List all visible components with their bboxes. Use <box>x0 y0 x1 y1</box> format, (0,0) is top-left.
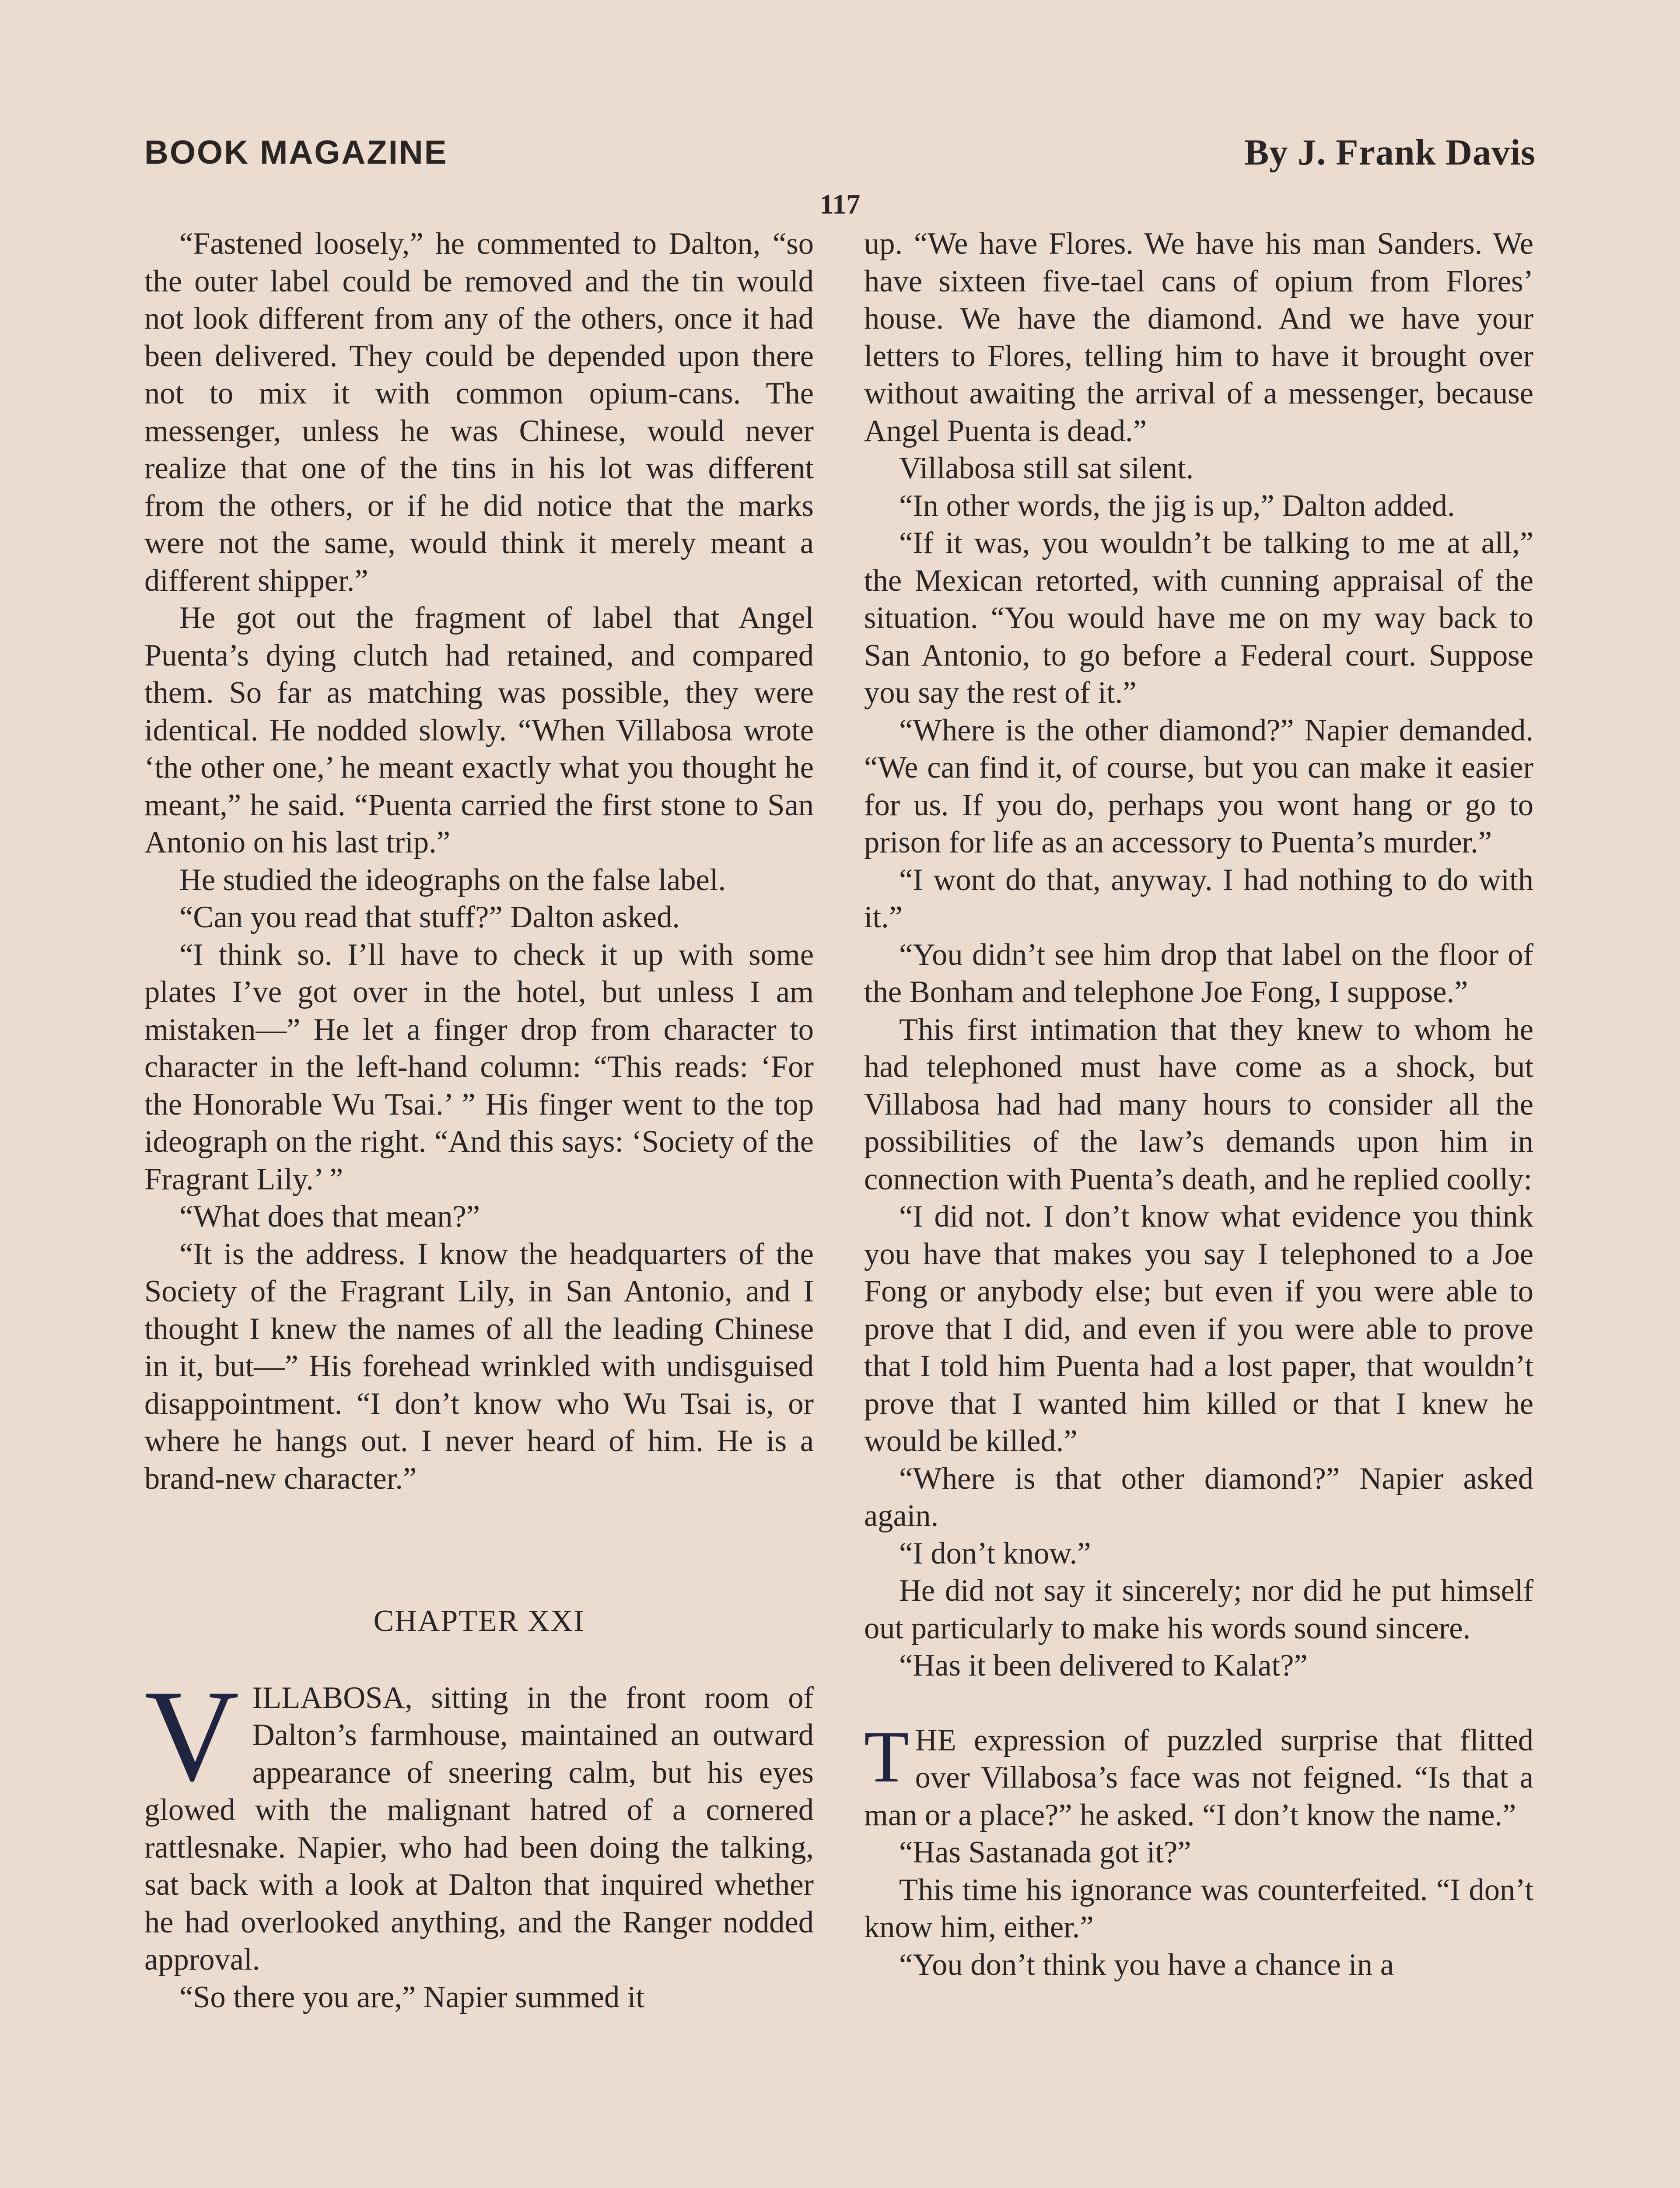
paragraph: “Where is that other diamond?” Napier asked again. <box>864 1461 1533 1533</box>
paragraph: “It is the address. I know the headquarters of the Society of the Fragrant Lily, in San Antonio, and I thought I knew the names of all the leading Chinese in it, but—” His forehead wrinkled with undisguised disappointment. “I don’t know who Wu Tsai is, or where he hangs out. I never heard of him. He is a brand-new character.” <box>144 1237 814 1496</box>
paragraph: “I think so. I’ll have to check it up with some plates I’ve got over in the hotel, but unless I am mistaken—” He let a finger drop from character to character in the left-hand column: “This reads: ‘For the Honorable Wu Tsai.’ ” His finger went to the top ideograph on the right. “And this says: ‘Society of the Fragrant Lily.’ ” <box>144 937 814 1196</box>
paragraph: This first intimation that they knew to whom he had telephoned must have come as a shock, but Villabosa had had many hours to consider all the possibilities of the law’s demands upon him in connection with Puenta’s death, and he replied coolly: <box>864 1012 1533 1196</box>
paragraph: “So there you are,” Napier summed it <box>179 1980 645 2014</box>
paragraph: “Fastened loosely,” he commented to Dalton, “so the outer label could be removed and the tin would not look different from any of the others, once it had been delivered. They could be depended upon there not to mix it with common opium-cans. The messenger, unless he was Chinese, would never realize that one of the tins in his lot was different from the others, or if he did notice that the marks were not the same, would think it merely meant a different shipper.” <box>144 227 814 598</box>
drop-cap: V <box>144 1662 239 1808</box>
paragraph: “In other words, the jig is up,” Dalton added. <box>899 488 1455 523</box>
paragraph: Villabosa still sat silent. <box>899 451 1194 485</box>
paragraph: “I wont do that, anyway. I had nothing to do with it.” <box>864 863 1533 934</box>
drop-cap: T <box>864 1716 909 1798</box>
chapter-heading: CHAPTER XXI <box>373 1604 585 1638</box>
section-opening-paragraph <box>864 1716 1533 1834</box>
paragraph: “I did not. I don’t know what evidence you think you have that makes you say I telephoned to a Joe Fong or anybody else; but even if you were able to prove that I did, and even if you were able to prove that I told him Puenta had a lost paper, that wouldn’t prove that I wanted him killed or that I knew he would be killed.” <box>864 1199 1533 1458</box>
paragraph: “Has it been delivered to Kalat?” <box>899 1648 1308 1683</box>
right-column <box>864 225 1533 1984</box>
paragraph: “Where is the other diamond?” Napier demanded. “We can find it, of course, but you can make it easier for us. If you do, perhaps you wont hang or go to prison for life as an accessory to Puenta’s murder.” <box>864 713 1533 859</box>
paragraph: up. “We have Flores. We have his man Sanders. We have sixteen five-tael cans of opium from Flores’ house. We have the diamond. And we have your letters to Flores, telling him to have it brought over without awaiting the arrival of a messenger, because Angel Puenta is dead.” <box>864 227 1533 448</box>
paragraph: “If it was, you wouldn’t be talking to me at all,” the Mexican retorted, with cunning appraisal of the situation. “You would have me on my way back to San Antonio, to go before a Federal court. Suppose you say the rest of it.” <box>864 526 1533 710</box>
paragraph: He did not say it sincerely; nor did he put himself out particularly to make his words sound sincere. <box>864 1574 1533 1645</box>
section-opening-text: HE expression of puzzled surprise that flitted over Villabosa’s face was not feigned. “Is that a man or a place?” he asked. “I don’t know the name.” <box>864 1723 1533 1832</box>
author-byline: By J. Frank Davis <box>1244 132 1536 173</box>
paragraph: This time his ignorance was counterfeited. “I don’t know him, either.” <box>864 1872 1533 1944</box>
paragraph: “You don’t think you have a chance in a <box>899 1947 1394 1982</box>
paragraph: “What does that mean?” <box>179 1199 480 1234</box>
chapter-opening-paragraph <box>144 1662 814 1979</box>
paragraph: “You didn’t see him drop that label on the floor of the Bonham and telephone Joe Fong, I suppose.” <box>864 937 1533 1009</box>
paragraph: “Can you read that stuff?” Dalton asked. <box>179 900 680 934</box>
magazine-title: BOOK MAGAZINE <box>144 134 448 171</box>
paragraph: He got out the fragment of label that Angel Puenta’s dying clutch had retained, and compared them. So far as matching was possible, they were identical. He nodded slowly. “When Villabosa wrote ‘the other one,’ he meant exactly what you thought he meant,” he said. “Puenta carried the first stone to San Antonio on his last trip.” <box>144 601 814 859</box>
paragraph: “I don’t know.” <box>899 1536 1091 1571</box>
left-column <box>144 225 814 2016</box>
page-number: 117 <box>819 189 861 220</box>
paragraph: “Has Sastanada got it?” <box>899 1835 1191 1869</box>
chapter-opening-text: ILLABOSA, sitting in the front room of Dalton’s farmhouse, maintained an outward appearance of sneering calm, but his eyes glowed with the malignant hatred of a cornered rattlesnake. Napier, who had been doing the talking, sat back with a look at Dalton that inquired whether he had overlooked anything, and the Ranger nodded approval. <box>144 1680 814 1977</box>
paragraph: He studied the ideographs on the false label. <box>179 863 726 897</box>
